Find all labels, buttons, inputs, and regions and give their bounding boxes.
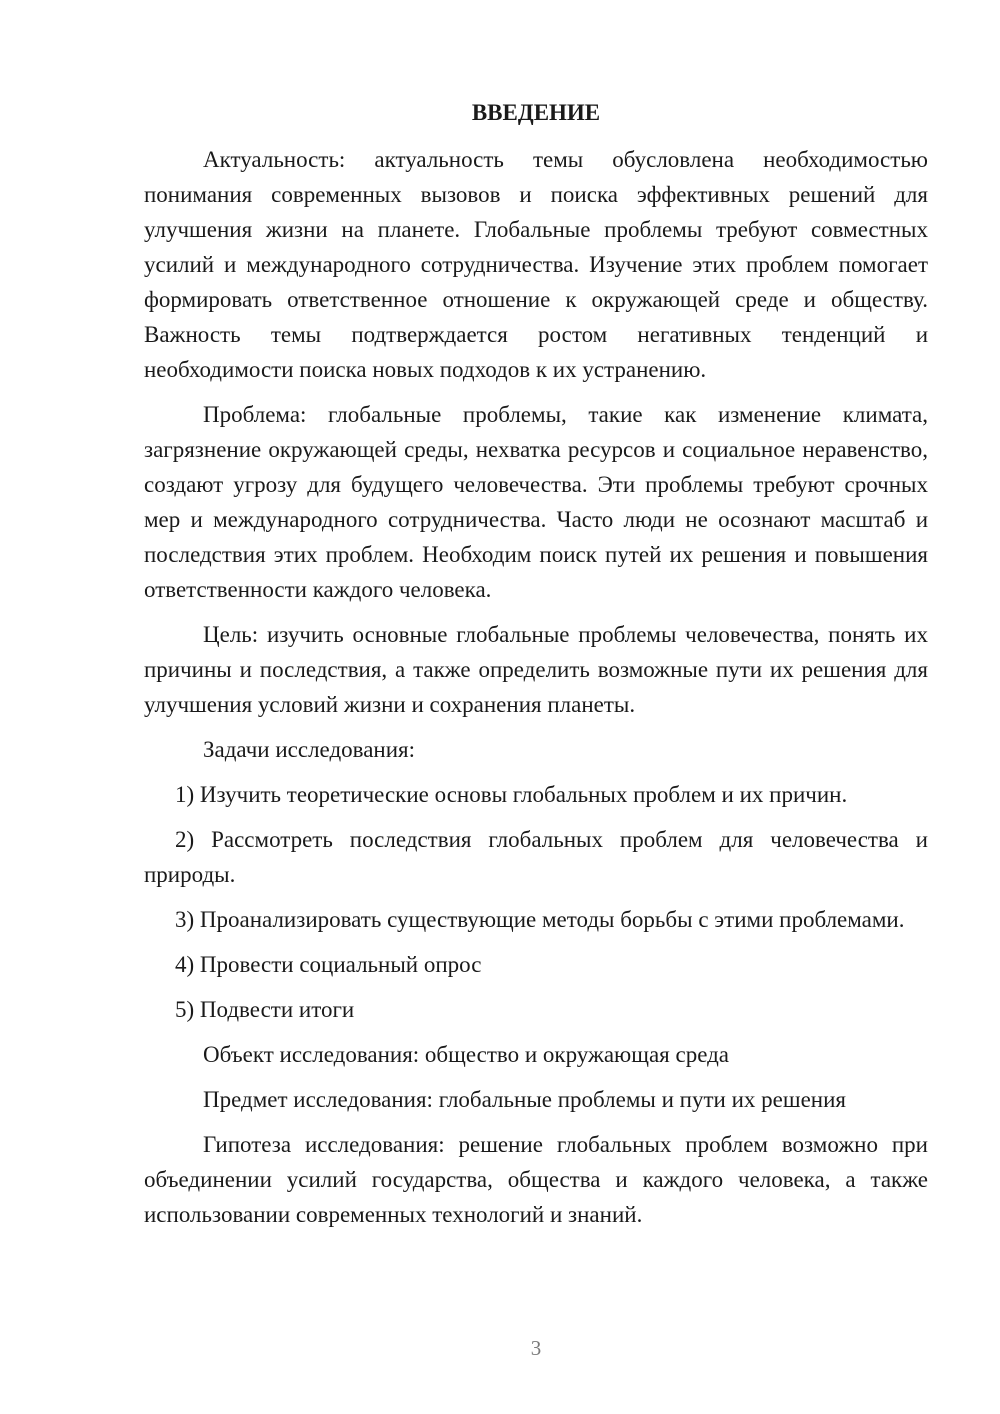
paragraph-hypothesis: Гипотеза исследования: решение глобальных проблем возможно при объединении усилий государства, общества и каждого человека, а также использовании современных технологий и знаний. <box>144 1132 928 1227</box>
paragraph-subject: Предмет исследования: глобальные проблемы и пути их решения <box>203 1087 846 1112</box>
paragraph-object: Объект исследования: общество и окружающая среда <box>203 1042 730 1067</box>
task-item-4: 4) Провести социальный опрос <box>175 952 482 977</box>
document-page <box>144 0 928 1414</box>
task-item-1: 1) Изучить теоретические основы глобальных проблем и их причин. <box>175 782 848 807</box>
task-item-2: 2) Рассмотреть последствия глобальных проблем для человечества и природы. <box>144 827 928 887</box>
paragraph-goal: Цель: изучить основные глобальные проблемы человечества, понять их причины и последствия, а также определить возможные пути их решения для улучшения условий жизни и сохранения планеты. <box>144 622 928 717</box>
document-body <box>144 142 928 1242</box>
page-number: 3 <box>530 1336 542 1360</box>
task-item-5: 5) Подвести итоги <box>175 997 355 1022</box>
document-title: ВВЕДЕНИЕ <box>471 100 601 125</box>
paragraph-problem: Проблема: глобальные проблемы, такие как изменение климата, загрязнение окружающей среды, нехватка ресурсов и социальное неравенство, создают угрозу для будущего человечества. Эти проблемы требуют срочных мер и международного сотрудничества. Часто люди не осознают масштаб и последствия этих проблем. Необходим поиск путей их решения и повышения ответственности каждого человека. <box>144 402 928 602</box>
paragraph-tasks-heading: Задачи исследования: <box>203 737 416 762</box>
task-item-3: 3) Проанализировать существующие методы борьбы с этими проблемами. <box>175 907 905 932</box>
paragraph-relevance: Актуальность: актуальность темы обусловлена необходимостью понимания современных вызовов и поиска эффективных решений для улучшения жизни на планете. Глобальные проблемы требуют совместных усилий и международного сотрудничества. Изучение этих проблем помогает формировать ответственное отношение к окружающей среде и обществу. Важность темы подтверждается ростом негативных тенденций и необходимости поиска новых подходов к их устранению. <box>144 147 928 382</box>
